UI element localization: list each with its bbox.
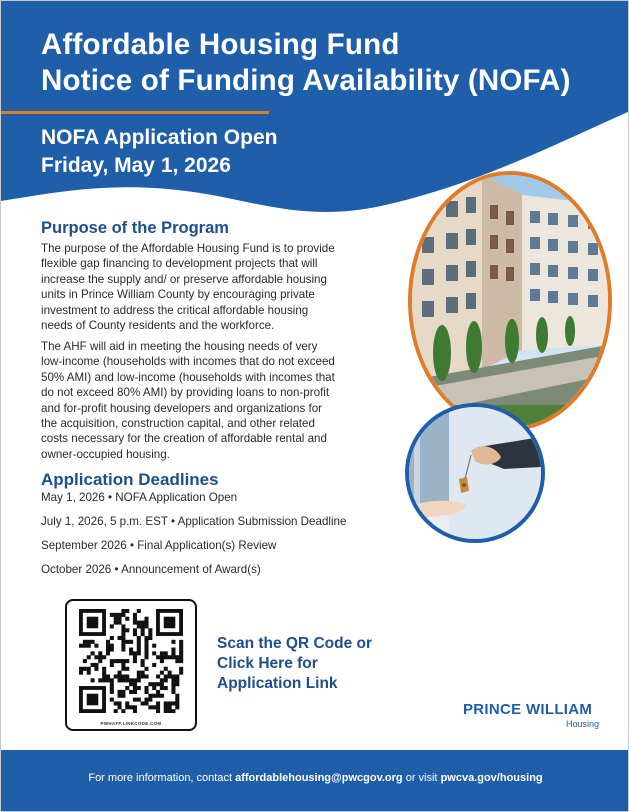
paragraph-line: flexible gap financing to development projects that will xyxy=(41,257,318,271)
deadlines-heading: Application Deadlines xyxy=(41,470,219,489)
footer-email-link[interactable]: affordablehousing@pwcgov.org xyxy=(235,772,403,784)
scan-line-1: Scan the QR Code or xyxy=(217,635,373,652)
purpose-paragraph-2 xyxy=(41,339,335,462)
paragraph-line: and for-profit housing developers and organizations for xyxy=(41,401,323,415)
keys-handover-photo xyxy=(405,403,545,543)
purpose-paragraph-1 xyxy=(41,241,335,333)
footer-bar xyxy=(1,750,629,812)
title-line-1: Affordable Housing Fund xyxy=(41,28,400,61)
deadline-item: July 1, 2026, 5 p.m. EST • Application Submission Deadline xyxy=(41,515,347,528)
title-divider xyxy=(1,111,269,114)
application-link[interactable] xyxy=(217,634,372,694)
paragraph-line: investment to address the critical affordable housing xyxy=(41,303,309,317)
paragraph-line: The AHF will aid in meeting the housing needs of very xyxy=(41,340,318,353)
title-line-2: Notice of Funding Availability (NOFA) xyxy=(41,64,571,97)
paragraph-line: costs necessary for the creation of affordable rental and xyxy=(41,432,327,446)
building-photo xyxy=(408,171,612,431)
paragraph-line: units in Prince William County by encouraging private xyxy=(41,288,315,302)
paragraph-line: increase the supply and/ or preserve affordable housing xyxy=(41,272,327,286)
prince-william-housing-logo xyxy=(463,701,599,729)
logo-main-text: PRINCE WILLIAM xyxy=(463,701,593,718)
application-open-date: Friday, May 1, 2026 xyxy=(41,154,231,177)
application-open-banner xyxy=(41,124,277,180)
qr-caption: PWHAFF.LINKCODE.COM xyxy=(100,721,162,726)
deadline-item: May 1, 2026 • NOFA Application Open xyxy=(41,491,238,504)
logo-sub-text: Housing xyxy=(565,719,599,729)
scan-line-2: Click Here for xyxy=(217,655,318,672)
paragraph-line: 50% AMI) and low-income (households with incomes that xyxy=(41,370,335,384)
deadline-item: September 2026 • Final Application(s) Review xyxy=(41,539,277,552)
paragraph-line: the acquisition, construction capital, and other related xyxy=(41,417,315,431)
qr-code[interactable] xyxy=(65,599,197,731)
paragraph-line: needs of County residents and the workforce. xyxy=(41,319,275,333)
deadline-item: October 2026 • Announcement of Award(s) xyxy=(41,563,261,576)
qr-code-icon xyxy=(75,609,187,713)
page-title xyxy=(41,27,571,99)
footer-middle: or visit xyxy=(402,772,441,784)
footer-prefix: For more information, contact xyxy=(88,772,236,784)
paragraph-line: The purpose of the Affordable Housing Fund is to provide xyxy=(41,242,335,255)
paragraph-line: owner-occupied housing. xyxy=(41,447,170,461)
footer-website-link[interactable]: pwcva.gov/housing xyxy=(440,772,543,784)
paragraph-line: low-income (households with incomes that do not exceed xyxy=(41,355,335,369)
footer-contact xyxy=(1,772,629,784)
application-open-label: NOFA Application Open xyxy=(41,126,278,149)
purpose-heading: Purpose of the Program xyxy=(41,219,229,237)
scan-line-3: Application Link xyxy=(217,675,338,692)
paragraph-line: do not exceed 80% AMI) by providing loans to non-profit xyxy=(41,386,330,400)
